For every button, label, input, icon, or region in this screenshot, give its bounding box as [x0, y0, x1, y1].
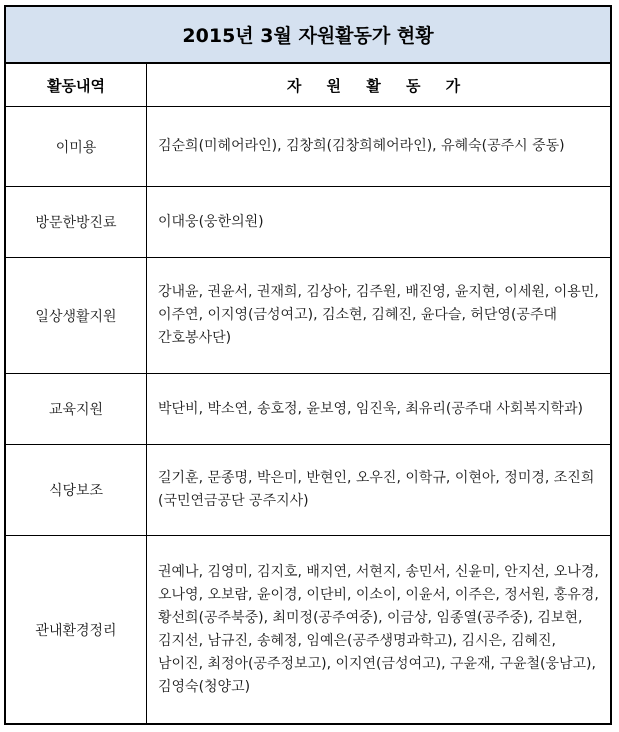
row-volunteers: 길기훈, 문종명, 박은미, 반현인, 오우진, 이학규, 이현아, 정미경, 조진희(국민연금공단 공주지사) [147, 445, 610, 536]
row-category: 관내환경정리 [6, 536, 147, 723]
row-category: 식당보조 [6, 445, 147, 536]
row-volunteers: 박단비, 박소연, 송호정, 윤보영, 임진욱, 최유리(공주대 사회복지학과) [147, 374, 610, 445]
row-volunteers: 권예나, 김영미, 김지호, 배지연, 서현지, 송민서, 신윤미, 안지선, 오나경, 오나영, 오보람, 윤이경, 이단비, 이소이, 이윤서, 이주은, 정서원, 홍유경, 황선희(공주북중), 최미정(공주여중), 이금상, 임종열(공주중), 김보현, 김지선, 남규진, 송혜정, 임예은(공주생명과학고), 김시은, 김혜진, 남이진, 최정아(공주정보고), 이지연(금성여고), 구윤재, 구윤철(웅남고), 김영숙(청양고) [158, 563, 599, 695]
volunteer-status-table [4, 5, 612, 725]
row-category: 교육지원 [6, 374, 147, 445]
table-title: 2015년 3월 자원활동가 현황 [6, 7, 610, 64]
row-category: 방문한방진료 [6, 187, 147, 258]
row-volunteers: 김순희(미헤어라인), 김창희(김창희헤어라인), 유혜숙(공주시 중동) [147, 107, 610, 187]
row-volunteers: 이대웅(웅한의원) [147, 187, 610, 258]
row-category: 일상생활지원 [6, 258, 147, 374]
header-volunteers: 자 원 활 동 가 [147, 64, 610, 107]
header-activity: 활동내역 [6, 64, 147, 107]
row-volunteers: 강내윤, 권윤서, 권재희, 김상아, 김주원, 배진영, 윤지현, 이세원, 이용민, 이주연, 이지영(금성여고), 김소현, 김혜진, 윤다슬, 허단영(공주대 간호봉사단) [147, 258, 610, 374]
row-category: 이미용 [6, 107, 147, 187]
